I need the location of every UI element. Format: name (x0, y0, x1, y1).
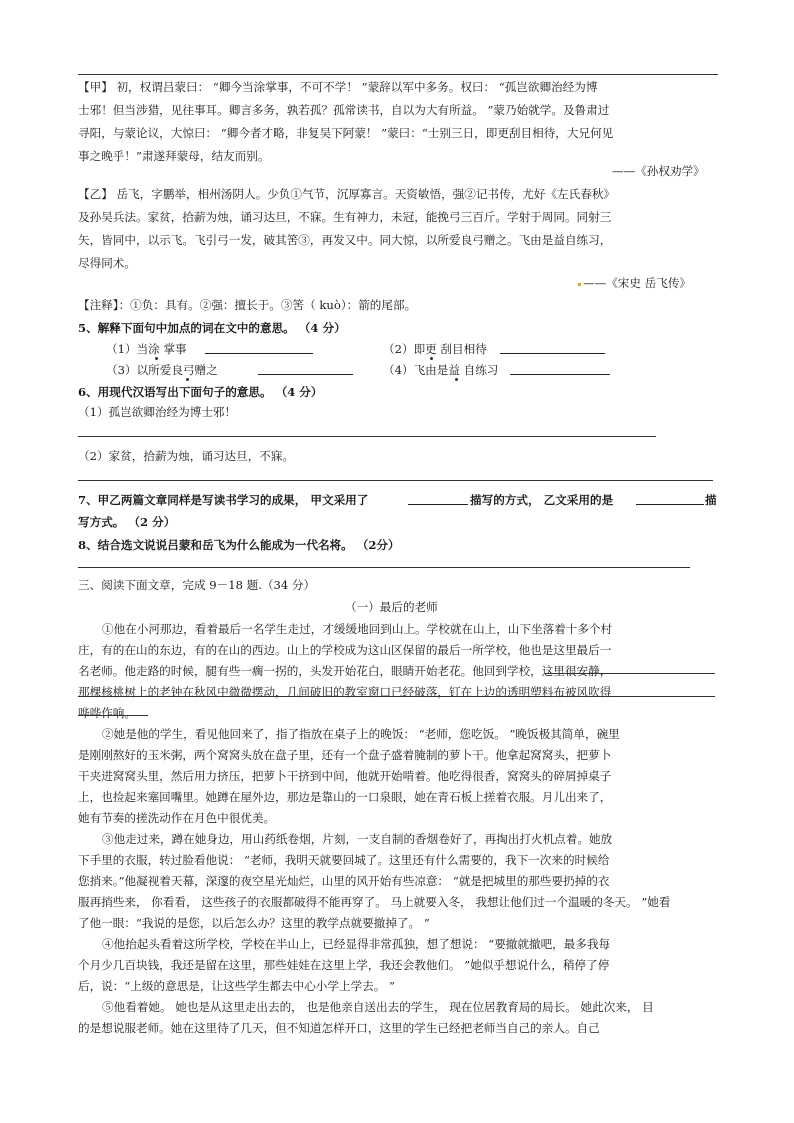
story-line-13: 您捎来。”他凝视着天幕，深邃的夜空星光灿烂，山里的风开始有些凉意： “就是把城里的那些要扔掉的衣 (78, 874, 610, 888)
story-line-17: 个月少几百块钱，我还是留在这里，那些娃娃在这里上学，我还会教他们。 ”她似乎想说什么，稍停了停 (78, 958, 610, 972)
yi-line-2: 及孙吴兵法。家贫，拾薪为烛，诵习达旦，不寐。生有神力，未冠，能挽弓三百斤。学射于周同。同射三 (78, 210, 612, 224)
q6-stem: 6、用现代汉语写出下面句子的意思。 （4 分） (78, 385, 323, 399)
emphasis-dot-1 (155, 357, 158, 360)
q6-item-1: （1）孤岂欲卿治经为博士邪！ (78, 405, 237, 419)
jia-line-4: 事之晚乎！”肃遂拜蒙母，结友而别。 (78, 149, 270, 163)
story-line-5: 哗哗作响。 (78, 706, 136, 720)
q7-answer-1[interactable] (408, 493, 468, 505)
yi-source-text: ——《宋史 岳飞传》 (583, 276, 692, 290)
story-line-14: 服再捎些来， 你看看， 这些孩子的衣服都破得不能再穿了。 马上就要入冬， 我想让他们过一个温暖的冬天。 ”她看 (78, 895, 671, 909)
jia-line-1: 【甲】 初，权谓吕蒙曰： “卿今当涂掌事，不可不学！ ”蒙辞以军中多务。权曰： “孤岂欲卿治经为博 (78, 80, 598, 94)
story-line-12: 下手里的衣服，转过脸看他说： “老师，我明天就要回城了。这里还有什么需要的，我下一次来的时候给 (78, 853, 610, 867)
q6-answer-line-1[interactable] (78, 436, 656, 437)
q5-item-4: （4）飞由是益 自练习 (383, 363, 499, 377)
story-line-8: 干夹进窝窝头里，然后用力挤压，把萝卜干挤到中间，他就开始啃着。他吃得很香，窝窝头的碎屑掉桌子 (78, 769, 612, 783)
q7-part-3: 描 (705, 493, 717, 507)
strike-line-3 (78, 715, 148, 716)
q5-answer-2[interactable] (500, 342, 605, 354)
q8-stem: 8、结合选文说说吕蒙和岳飞为什么能成为一代名将。 （2分） (78, 538, 400, 552)
story-line-2: 庄，有的在山的东边，有的在山的西边。山上的学校成为这山区保留的最后一所学校，他也是这里最后一 (78, 643, 612, 657)
story-line-6: ②她是他的学生，看见他回来了，指了指放在桌子上的晚饭： “老师，您吃饭。 ”晚饭极其简单，碗里 (102, 727, 620, 741)
q7-answer-2[interactable] (636, 493, 704, 505)
q7-line-2: 写方式。 （2 分） (78, 515, 176, 529)
yi-line-4: 尽得同术。 (78, 256, 136, 270)
q5-item-1: （1）当涂 掌事 (106, 342, 187, 356)
q5-answer-1[interactable] (205, 342, 313, 354)
jia-source: ——《孙权劝学》 (612, 164, 705, 178)
story-line-11: ③他走过来，蹲在她身边，用山药纸卷烟，片刻，一支自制的香烟卷好了，再掏出打火机点着。她放 (102, 832, 613, 846)
q5-item-2: （2）即更 刮目相待 (383, 342, 487, 356)
story-line-20: 的是想说服老师。她在这里待了几天，但不知道怎样开口，这里的学生已经把老师当自己的亲人。自己 (78, 1021, 600, 1035)
story-line-3: 名老师。他走路的时候，腿有些一瘸一拐的，头发开始花白，眼睛开始老花。他回到学校，这里很安静， (78, 664, 612, 678)
story-line-9: 上，也捡起来塞回嘴里。她蹲在屋外边，那边是靠山的一口泉眼，她在青石板上搓着衣服。月儿出来了， (78, 790, 612, 804)
q5-answer-3[interactable] (258, 363, 353, 375)
source-marker-icon (578, 283, 581, 286)
story-line-18: 后，说：“上级的意思是，让这些学生都去中心小学上学去。 ” (78, 979, 395, 993)
q5-item-3: （3）以所爱良弓赠之 (106, 363, 218, 377)
q8-answer-line[interactable] (78, 567, 690, 568)
q6-answer-line-2[interactable] (78, 480, 713, 481)
q6-item-2: （2）家贫，拾薪为烛，诵习达旦，不寐。 (78, 449, 295, 463)
emphasis-dot-4 (455, 378, 458, 381)
emphasis-dot-3 (186, 378, 189, 381)
story-title: （一）最后的老师 (345, 600, 438, 614)
story-line-10: 她有节奏的搓洗动作在月色中很优美。 (78, 811, 276, 825)
story-line-1: ①他在小河那边，看着最后一名学生走过，才缓缓地回到山上。学校就在山上，山下坐落着十多个村 (102, 622, 613, 636)
story-line-19: ⑤他看着她。 她也是从这里走出去的， 也是他亲自送出去的学生， 现在位居教育局的局长。 她此次来， 目 (102, 1000, 654, 1014)
yi-source (578, 276, 691, 290)
story-line-7: 是刚刚熬好的玉米粥，两个窝窝头放在盘子里，还有一个盘子盛着腌制的萝卜干。他拿起窝窝头，把萝卜 (78, 748, 612, 762)
story-line-16: ④他抬起头看着这所学校，学校在半山上，已经显得非常孤独，想了想说： “要撤就撤吧，最多我每 (102, 937, 611, 951)
yi-line-3: 矢，皆同中，以示飞。飞引弓一发，破其筈③，再发又中。同大惊，以所爱良弓赠之。飞由是益自练习， (78, 233, 612, 247)
q7-part-2: 描写的方式， 乙文采用的是 (470, 493, 614, 507)
story-line-4: 那棵核桃树上的老钟在秋风中微微摆动，几间破旧的教室窗口已经破落，钉在上边的透明塑料布被风吹得 (78, 685, 612, 699)
top-rule (78, 74, 718, 75)
emphasis-dot-2 (430, 357, 433, 360)
q5-stem: 5、解释下面句中加点的词在文中的意思。 （4 分） (78, 321, 346, 335)
jia-line-2: 士邪！但当涉猎，见往事耳。卿言多务，孰若孤？孤常读书，自以为大有所益。 ”蒙乃始就学。及鲁肃过 (78, 103, 610, 117)
q5-answer-4[interactable] (510, 363, 610, 375)
q7-part-1: 7、甲乙两篇文章同样是写读书学习的成果， 甲文采用了 (78, 493, 369, 507)
notes: 【注释】：①负：具有。②强：擅长于。③筈（ kuò）：箭的尾部。 (78, 298, 417, 312)
strike-line-2 (78, 696, 715, 697)
jia-line-3: 寻阳，与蒙论议，大惊曰： “卿今者才略，非复吴下阿蒙！ ”蒙曰：“士别三日，即更刮目相待，大兄何见 (78, 126, 614, 140)
strike-line-1 (545, 673, 715, 674)
section3-heading: 三、阅读下面文章，完成 9－18 题.（34 分） (78, 578, 316, 592)
story-line-15: 了他一眼：“我说的是您，以后怎么办？这里的教学点就要撤掉了。 ” (78, 916, 430, 930)
yi-line-1: 【乙】 岳飞，字鹏举，相州汤阴人。少负①气节，沉厚寡言。天资敏悟，强②记书传，尤好《左氏春秋》 (78, 187, 616, 201)
